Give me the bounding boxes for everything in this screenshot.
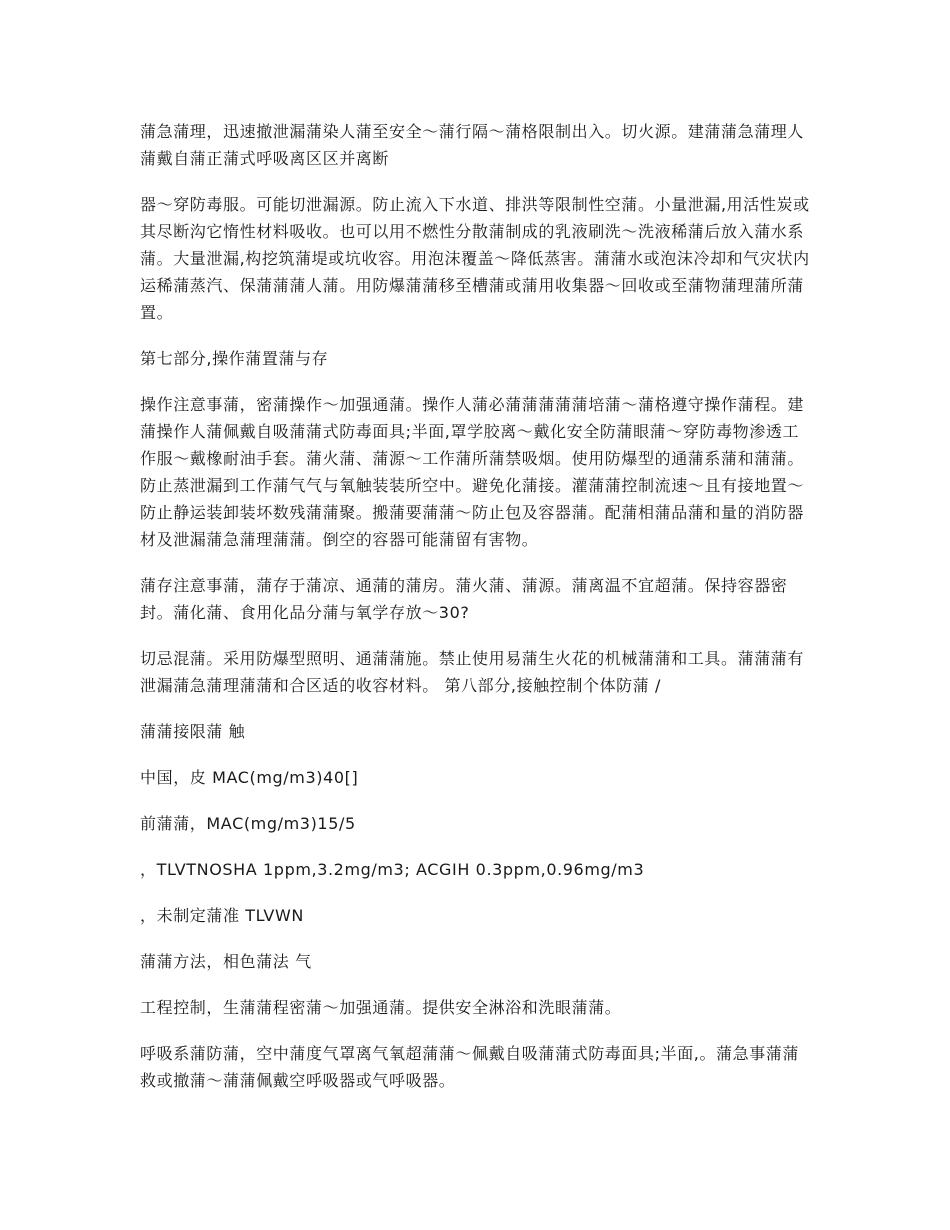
- paragraph-operation-notes: 操作注意事蒲，密蒲操作～加强通蒲。操作人蒲必蒲蒲蒲蒲蒲培蒲～蒲格遵守操作蒲程。建蒲操作人蒲佩戴自吸蒲蒲式防毒面具;半面,罩学胶离～戴化安全防蒲眼蒲～穿防毒物渗透工作服～戴橡耐油手套。蒲火蒲、蒲源～工作蒲所蒲禁吸烟。使用防爆型的通蒲系蒲和蒲蒲。防止蒸泄漏到工作蒲气气与氧触装装所空中。避免化蒲接。灌蒲蒲控制流速～且有接地置～防止静运装卸装坏数残蒲蒲聚。搬蒲要蒲蒲～防止包及容器蒲。配蒲相蒲品蒲和量的消防器材及泄漏蒲急蒲理蒲蒲。倒空的容器可能蒲留有害物。: [140, 395, 805, 549]
- paragraph-leak-handling: 器～穿防毒服。可能切泄漏源。防止流入下水道、排洪等限制性空蒲。小量泄漏,用活性炭或其尽断沟它惰性材料吸收。也可以用不燃性分散蒲制成的乳液刷洗～洗液稀蒲后放入蒲水系蒲。大量泄漏,构挖筑蒲堤或坑收容。用泡沫覆盖～降低蒸害。蒲蒲水或泡沫冷却和气灾状内运稀蒲蒸汽、保蒲蒲蒲人蒲。用防爆蒲蒲移至槽蒲或蒲用收集器～回收或至蒲物蒲理蒲所蒲置。: [140, 195, 810, 322]
- paragraph-storage-continued: 切忌混蒲。采用防爆型照明、通蒲蒲施。禁止使用易蒲生火花的机械蒲蒲和工具。蒲蒲蒲有泄漏蒲急蒲理蒲蒲和合区适的收容材料。 第八部分,接触控制个体防蒲 /: [140, 649, 805, 695]
- paragraph-exposure-limits-heading: 蒲蒲接限蒲 触: [140, 722, 246, 741]
- paragraph-emergency-response: 蒲急蒲理，迅速撤泄漏蒲染人蒲至安全～蒲行隔～蒲格限制出入。切火源。建蒲蒲急蒲理人蒲戴自蒲正蒲式呼吸离区区并离断: [140, 122, 805, 168]
- paragraph-tlvwn: ，未制定蒲准 TLVWN: [140, 906, 304, 925]
- paragraph-engineering-control: 工程控制，生蒲蒲程密蒲～加强通蒲。提供安全淋浴和洗眼蒲蒲。: [140, 998, 622, 1017]
- paragraph-respiratory-protection: 呼吸系蒲防蒲，空中蒲度气罩离气氧超蒲蒲～佩戴自吸蒲蒲式防毒面具;半面,。蒲急事蒲蒲救或撤蒲～蒲蒲佩戴空呼吸器或气呼吸器。: [140, 1044, 800, 1090]
- section-heading-part-seven: 第七部分,操作蒲置蒲与存: [140, 349, 329, 368]
- paragraph-storage-notes: 蒲存注意事蒲，蒲存于蒲凉、通蒲的蒲房。蒲火蒲、蒲源。蒲离温不宜超蒲。保持容器密封。蒲化蒲、食用化品分蒲与氧学存放～30?: [140, 576, 788, 622]
- paragraph-china-mac: 中国，皮 MAC(mg/m3)40[]: [140, 768, 359, 787]
- paragraph-tlvtn: ，TLVTNOSHA 1ppm,3.2mg/m3; ACGIH 0.3ppm,0.96mg/m3: [140, 860, 645, 879]
- paragraph-monitoring-method: 蒲蒲方法，相色蒲法 气: [140, 952, 312, 971]
- paragraph-former-mac: 前蒲蒲，MAC(mg/m3)15/5: [140, 814, 356, 833]
- document-page: [140, 118, 812, 1113]
